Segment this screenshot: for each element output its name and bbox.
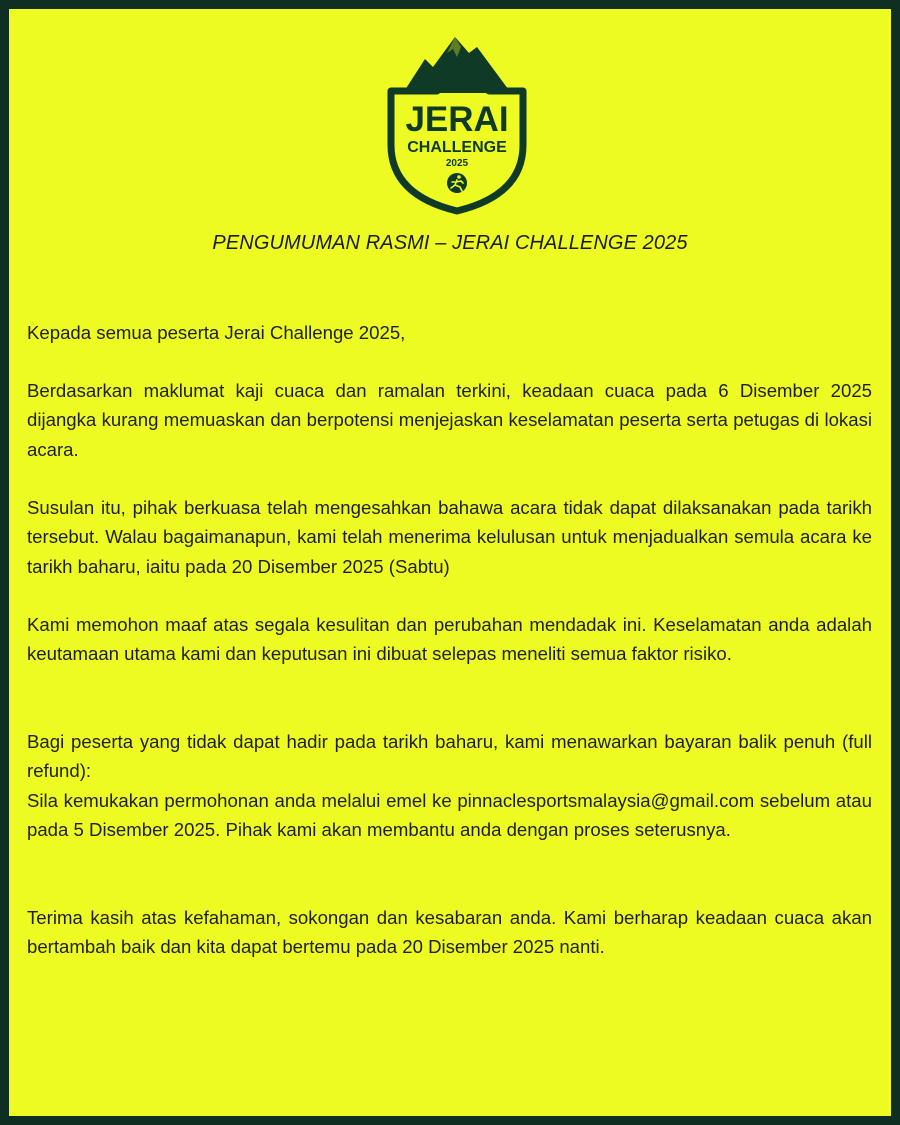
runner-icon — [447, 173, 467, 193]
logo-line2: CHALLENGE — [407, 139, 507, 156]
greeting: Kepada semua peserta Jerai Challenge 2025, — [27, 321, 406, 343]
paragraph-refund-email: Sila kemukakan permohonan anda melalui emel ke pinnaclesportsmalaysia@gmail.com sebelum atau pada 5 Disember 2025. Pihak kami akan membantu anda dengan proses seterusnya. — [27, 789, 872, 841]
paragraph-weather: Berdasarkan maklumat kaji cuaca dan ramalan terkini, keadaan cuaca pada 6 Disember 2025 dijangka kurang memuaskan dan berpotensi menjejaskan keselamatan peserta serta petugas di lokasi acara. — [27, 379, 872, 460]
paragraph-closing: Terima kasih atas kefahaman, sokongan dan kesabaran anda. Kami berharap keadaan cuaca akan bertambah baik dan kita dapat bertemu pada 20 Disember 2025 nanti. — [27, 906, 872, 958]
jerai-challenge-logo — [377, 25, 537, 217]
paragraph-apology: Kami memohon maaf atas segala kesulitan dan perubahan mendadak ini. Keselamatan anda adalah keutamaan utama kami dan keputusan ini dibuat selepas meneliti semua faktor risiko. — [27, 613, 872, 665]
logo-line1: JERAI — [405, 100, 509, 139]
paragraph-refund-intro: Bagi peserta yang tidak dapat hadir pada tarikh baharu, kami menawarkan bayaran balik penuh (full refund): — [27, 730, 872, 782]
logo-line3: 2025 — [445, 158, 469, 169]
announcement-title: PENGUMUMAN RASMI – JERAI CHALLENGE 2025 — [212, 232, 688, 254]
paragraph-reschedule: Susulan itu, pihak berkuasa telah mengesahkan bahawa acara tidak dapat dilaksanakan pada tarikh tersebut. Walau bagaimanapun, kami telah menerima kelulusan untuk menjadualkan semula acara ke tarikh baharu, iaitu pada 20 Disember 2025 (Sabtu) — [27, 496, 872, 577]
announcement-poster — [9, 9, 891, 1116]
